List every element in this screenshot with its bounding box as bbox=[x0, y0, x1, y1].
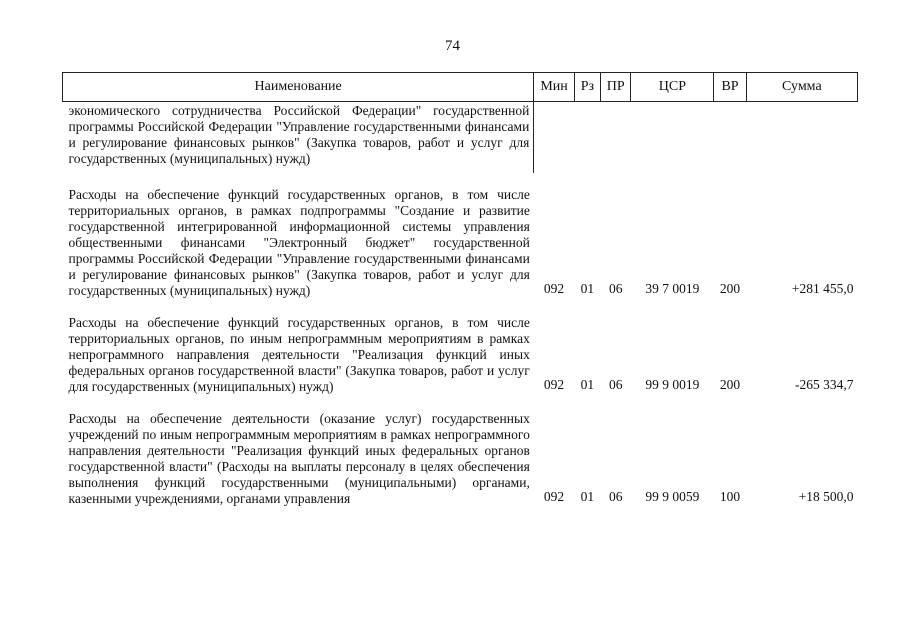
row-pr: 06 bbox=[608, 377, 623, 392]
table-row bbox=[63, 397, 858, 509]
table-header-row bbox=[63, 73, 858, 102]
row-rz: 01 bbox=[580, 489, 595, 504]
row-min: 092 bbox=[543, 281, 565, 296]
table-row bbox=[63, 301, 858, 397]
header-vr: ВР bbox=[714, 73, 746, 102]
header-pr: ПР bbox=[601, 73, 631, 102]
row-csr: 99 9 0059 bbox=[645, 489, 700, 504]
row-vr: 100 bbox=[719, 489, 741, 504]
row-rz bbox=[574, 102, 600, 174]
row-min bbox=[534, 102, 574, 174]
row-csr: 99 9 0019 bbox=[645, 377, 700, 392]
row-rz: 01 bbox=[580, 281, 595, 296]
header-csr: ЦСР bbox=[631, 73, 714, 102]
row-min: 092 bbox=[543, 489, 565, 504]
row-vr: 200 bbox=[719, 281, 741, 296]
table-row bbox=[63, 173, 858, 301]
header-min: Мин bbox=[534, 73, 574, 102]
header-sum: Сумма bbox=[746, 73, 857, 102]
row-sum: +281 455,0 bbox=[791, 281, 854, 296]
row-name: Расходы на обеспечение функций государственных органов, в том числе территориальных органов, по иным непрограммным мероприятиям в рамках непрограммного направления деятельности "Реализация функций иных федеральных органов государственной власти" (Закупка товаров, работ и услуг для государственных (муниципальных) нужд) bbox=[68, 315, 530, 394]
row-name: Расходы на обеспечение функций государственных органов, в том числе территориальных органов, в рамках подпрограммы "Создание и развитие государственной интегрированной информационной системы управления общественными финансами "Электронный бюджет" государственной программы Российской Федерации "Управление государственными финансами и регулирование финансовых рынков" (Закупка товаров, работ и услуг для государственных (муниципальных) нужд) bbox=[68, 187, 530, 298]
header-name: Наименование bbox=[63, 73, 534, 102]
row-vr: 200 bbox=[719, 377, 741, 392]
budget-table bbox=[62, 72, 858, 509]
row-pr: 06 bbox=[608, 489, 623, 504]
page-number: 74 bbox=[445, 38, 460, 54]
row-name: экономического сотрудничества Российской Федерации" государственной программы Российской Федерации "Управление государственными финансами и регулирование финансовых рынков" (Закупка товаров, работ и услуг для государственных (муниципальных) нужд) bbox=[63, 102, 534, 174]
row-sum: -265 334,7 bbox=[795, 377, 854, 392]
row-sum bbox=[746, 102, 857, 174]
row-min: 092 bbox=[543, 377, 565, 392]
header-rz: Рз bbox=[574, 73, 600, 102]
row-pr bbox=[601, 102, 631, 174]
row-rz: 01 bbox=[580, 377, 595, 392]
row-vr bbox=[714, 102, 746, 174]
row-sum: +18 500,0 bbox=[798, 489, 854, 504]
row-csr bbox=[631, 102, 714, 174]
row-name: Расходы на обеспечение деятельности (оказание услуг) государственных учреждений по иным непрограммным мероприятиям в рамках непрограммного направления деятельности "Реализация функций иных федеральных органов государственной власти" (Расходы на выплаты персоналу в целях обеспечения выполнения функций государственными (муниципальными) органами, казенными учреждениями, органами управления bbox=[68, 411, 530, 506]
row-pr: 06 bbox=[608, 281, 623, 296]
row-csr: 39 7 0019 bbox=[645, 281, 700, 296]
table-row bbox=[63, 102, 858, 174]
